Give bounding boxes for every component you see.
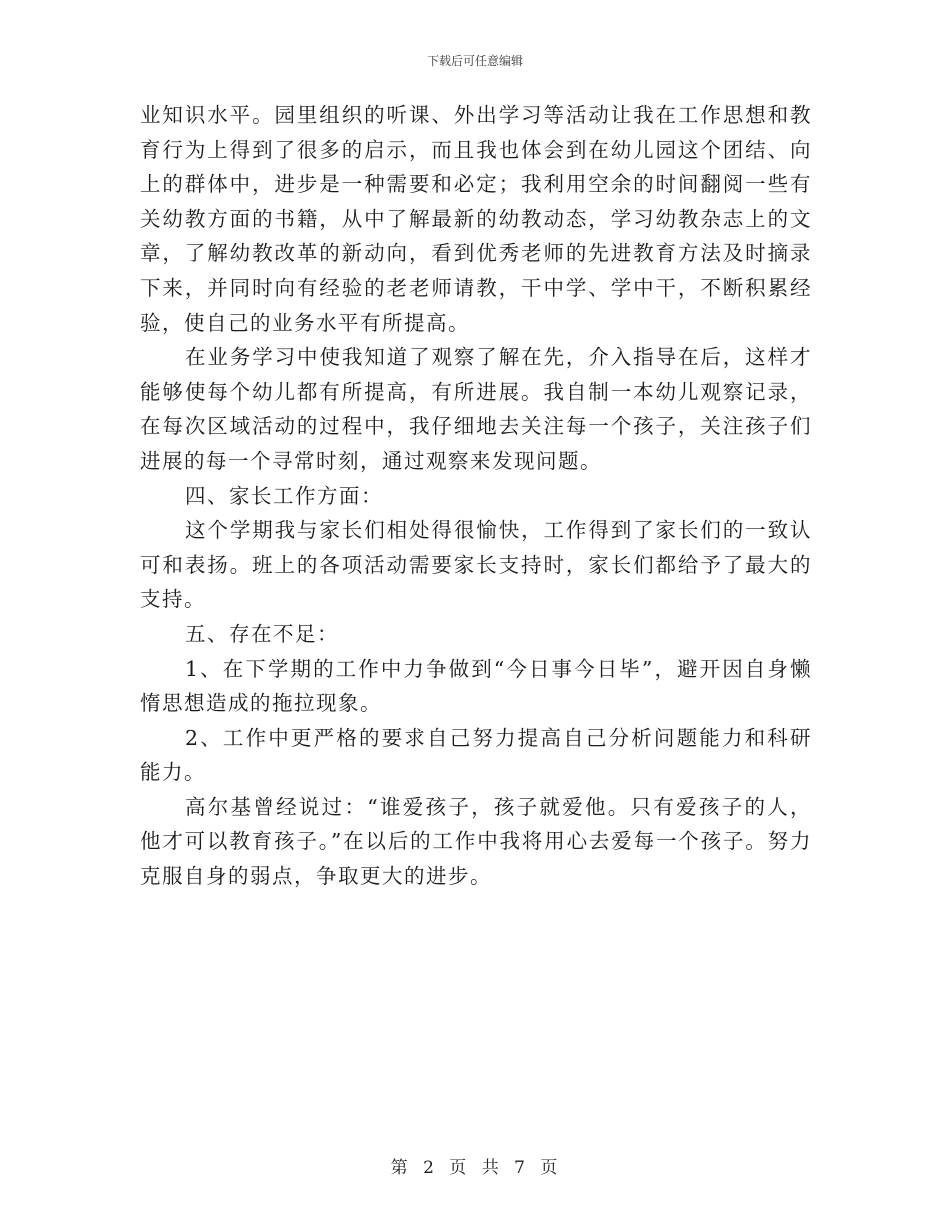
- paragraph-closing: 高尔基曾经说过：“谁爱孩子，孩子就爱他。只有爱孩子的人，他才可以教育孩子。”在以后的工作中我将用心去爱每一个孩子。努力克服自身的弱点，争取更大的进步。: [140, 794, 812, 889]
- paragraph-1: 业知识水平。园里组织的听课、外出学习等活动让我在工作思想和教育行为上得到了很多的启示，而且我也体会到在幼儿园这个团结、向上的群体中，进步是一种需要和必定；我利用空余的时间翻阅一些有关幼教方面的书籍，从中了解最新的幼教动态，学习幼教杂志上的文章，了解幼教改革的新动向，看到优秀老师的先进教育方法及时摘录下来，并同时向有经验的老老师请教，干中学、学中干，不断积累经验，使自己的业务水平有所提高。: [140, 103, 812, 335]
- section-heading-parent-work: 四、家长工作方面：: [185, 483, 383, 508]
- document-body: [140, 98, 812, 894]
- page-number: 第 2 页 共 7 页: [390, 1158, 560, 1178]
- section-heading-shortcomings: 五、存在不足：: [185, 621, 339, 646]
- list-item-1: 1、在下学期的工作中力争做到“今日事今日毕”，避开因自身懒惰思想造成的拖拉现象。: [140, 656, 812, 716]
- paragraph-2: 在业务学习中使我知道了观察了解在先，介入指导在后，这样才能够使每个幼儿都有所提高，有所进展。我自制一本幼儿观察记录，在每次区域活动的过程中，我仔细地去关注每一个孩子，关注孩子们进展的每一个寻常时刻，通过观察来发现问题。: [140, 345, 812, 473]
- list-item-2: 2、工作中更严格的要求自己努力提高自己分析问题能力和科研能力。: [140, 725, 812, 785]
- paragraph-3: 这个学期我与家长们相处得很愉快，工作得到了家长们的一致认可和表扬。班上的各项活动需要家长支持时，家长们都给予了最大的支持。: [140, 518, 812, 612]
- page-header: 下载后可任意编辑: [426, 54, 523, 68]
